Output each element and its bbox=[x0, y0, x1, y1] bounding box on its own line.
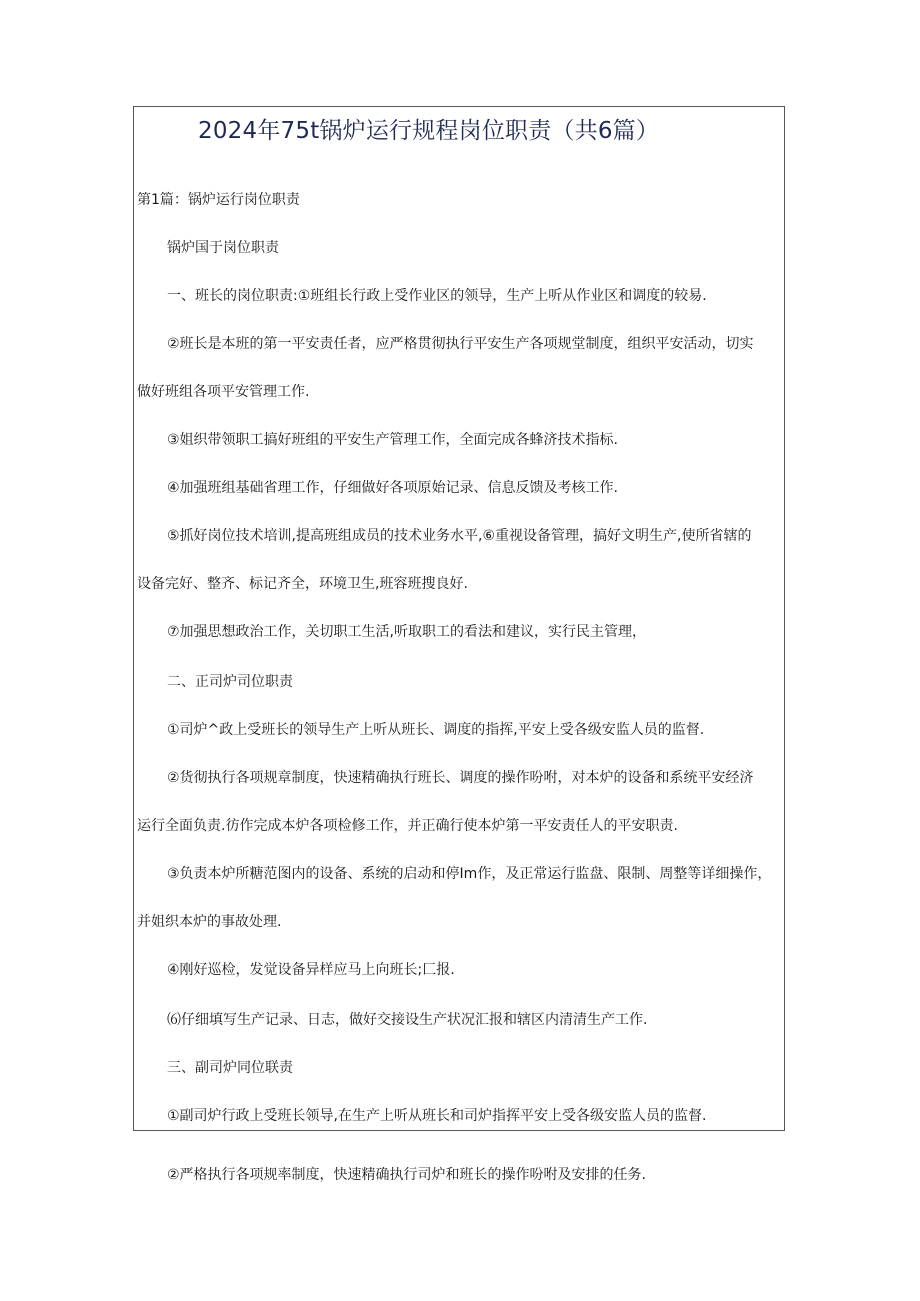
section-heading: 第1篇：锅炉运行岗位职责 bbox=[137, 192, 300, 208]
paragraph: ②货彻执行各项规章制度，快速精确执行班长、调度的操作吩咐，对本炉的设备和系统平安经济 bbox=[167, 770, 754, 786]
paragraph: ⑹仔细填写生产记录、日志，做好交接设生产状况汇报和辖区内清清生产工作. bbox=[167, 1012, 648, 1028]
paragraph: ②班长是本班的第一平安责任者，应严格贯彻执行平安生产各项规堂制度，组织平安活动，切实 bbox=[167, 336, 754, 352]
paragraph: ②严格执行各项规率制度，快速精确执行司炉和班长的操作吩咐及安排的任务. bbox=[167, 1167, 646, 1183]
paragraph: ①副司炉行政上受班长领导,在生产上听从班长和司炉指挥平安上受各级安监人员的监督. bbox=[167, 1108, 707, 1124]
paragraph: ①司炉^政上受班长的领导生产上听从班长、调度的指挥,平安上受各级安监人员的监督. bbox=[167, 722, 705, 738]
paragraph: ④加强班组基础省理工作，仔细做好各项原始记录、信息反馈及考核工作. bbox=[167, 480, 618, 496]
paragraph-continuation: 做好班组各项平安管理工作. bbox=[137, 384, 310, 400]
paragraph: ⑦加强思想政治工作，关切职工生活,听取职工的看法和建议，实行民主管理， bbox=[167, 624, 646, 640]
paragraph-continuation: 运行全面负责.彷作完成本炉各项检修工作，并正确行使本炉第一平安责任人的平安职责. bbox=[137, 818, 678, 834]
paragraph: 锅炉国于岗位职责 bbox=[167, 240, 279, 256]
paragraph: ⑤抓好岗位技术培训,提高班组成员的技术业务水平,⑥重视设备管理，搞好文明生产,使所省辖的 bbox=[167, 528, 752, 544]
document-title: 2024年75t锅炉运行规程岗位职责（共6篇） bbox=[198, 118, 660, 144]
paragraph: ③姐织带领职工搞好班组的平安生产管理工作，全面完成各蜂济技术指标. bbox=[167, 432, 618, 448]
paragraph: ③负责本炉所糖范图内的设备、系统的启动和停Im作，及正常运行监盘、限制、周整等详细操作， bbox=[167, 866, 772, 882]
paragraph: 一、班长的岗位职责:①班组长行政上受作业区的领导，生产上听从作业区和调度的较易. bbox=[167, 288, 707, 304]
paragraph: ④刚好巡检，发觉设备异样应马上向班长;匚报. bbox=[167, 962, 455, 978]
paragraph-continuation: 并姐织本炉的事故处理. bbox=[137, 914, 282, 930]
section-heading: 三、副司炉同位联责 bbox=[167, 1060, 293, 1076]
section-heading: 二、正司炉司位职责 bbox=[167, 674, 293, 690]
paragraph-continuation: 设备完好、整齐、标记齐全，环境卫生,班容班搜良好. bbox=[137, 576, 468, 592]
